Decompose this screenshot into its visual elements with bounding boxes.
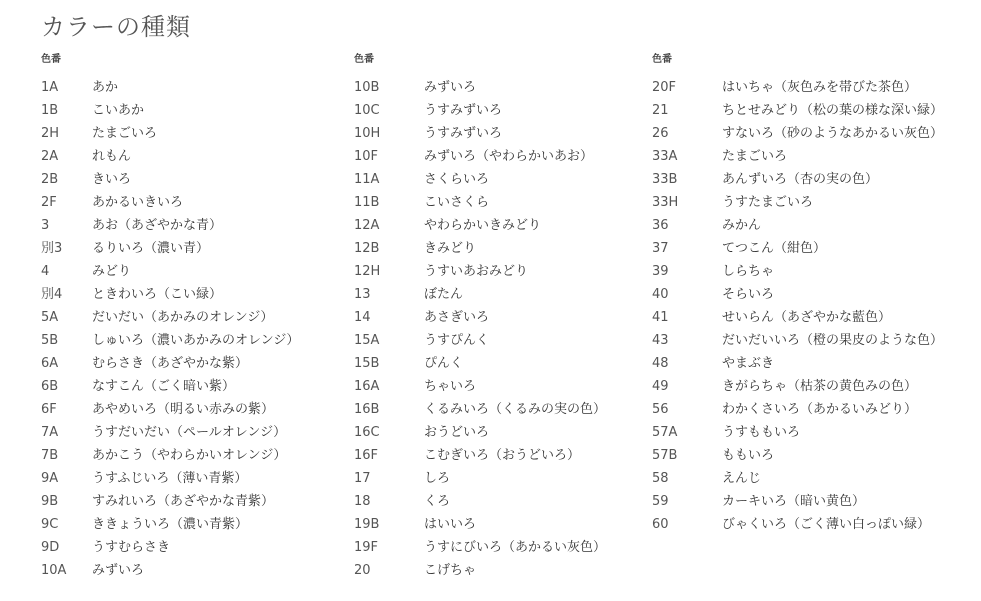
color-list <box>354 76 644 582</box>
color-row <box>652 283 972 306</box>
color-code: 48 <box>652 356 669 371</box>
color-code: 15B <box>354 356 380 371</box>
color-code: 10A <box>41 563 67 578</box>
color-code: 17 <box>354 471 371 486</box>
color-row <box>354 99 644 122</box>
color-name: うすみずいろ <box>424 103 503 118</box>
color-code: 2A <box>41 149 59 164</box>
color-column-1 <box>41 52 341 582</box>
color-code: 2H <box>41 126 60 141</box>
color-name: うすだいだい（ペールオレンジ） <box>92 425 287 440</box>
color-row <box>354 352 644 375</box>
color-code: 9D <box>41 540 60 555</box>
color-name: うすみずいろ <box>424 126 503 141</box>
color-row <box>652 145 972 168</box>
color-code: 4 <box>41 264 50 279</box>
color-row <box>41 490 341 513</box>
color-code: 9B <box>41 494 59 509</box>
color-row <box>354 444 644 467</box>
color-row <box>354 191 644 214</box>
color-name: たまごいろ <box>722 149 788 164</box>
color-row <box>354 513 644 536</box>
color-name: しろ <box>424 471 451 486</box>
color-row <box>41 467 341 490</box>
page-title: カラーの種類 <box>41 13 191 41</box>
color-name: うすももいろ <box>722 425 801 440</box>
color-code: 57B <box>652 448 678 463</box>
color-row <box>354 398 644 421</box>
color-name: うすたまごいろ <box>722 195 814 210</box>
color-code: 別3 <box>41 241 63 256</box>
color-row <box>652 375 972 398</box>
color-name: やまぶき <box>722 356 775 371</box>
color-row <box>652 421 972 444</box>
color-row <box>354 260 644 283</box>
color-name: うすふじいろ（薄い青紫） <box>92 471 248 486</box>
color-row <box>652 260 972 283</box>
color-code: 6A <box>41 356 59 371</box>
color-row <box>354 168 644 191</box>
color-name: こげちゃ <box>424 563 477 578</box>
color-row <box>41 513 341 536</box>
color-name: うすむらさき <box>92 540 171 555</box>
color-row <box>354 467 644 490</box>
color-name: だいだいいろ（橙の果皮のような色） <box>722 333 944 348</box>
color-name: そらいろ <box>722 287 775 302</box>
color-code: 1B <box>41 103 59 118</box>
color-code: 58 <box>652 471 669 486</box>
color-row <box>652 168 972 191</box>
color-row <box>652 329 972 352</box>
color-name: しらちゃ <box>722 264 775 279</box>
color-code: 16C <box>354 425 380 440</box>
color-row <box>41 398 341 421</box>
color-row <box>652 352 972 375</box>
color-name: わかくさいろ（あかるいみどり） <box>722 402 918 417</box>
color-name: あかるいきいろ <box>92 195 184 210</box>
color-name: むらさき（あざやかな紫） <box>92 356 249 371</box>
color-name: はいちゃ（灰色みを帯びた茶色） <box>722 80 918 95</box>
color-code: 43 <box>652 333 669 348</box>
color-row <box>354 283 644 306</box>
color-row <box>652 191 972 214</box>
color-column-3 <box>652 52 972 536</box>
color-name: なすこん（ごく暗い紫） <box>92 379 236 394</box>
color-name: きいろ <box>92 172 132 187</box>
color-code: 6B <box>41 379 59 394</box>
color-code: 9A <box>41 471 59 486</box>
color-name: しゅいろ（濃いあかみのオレンジ） <box>92 333 300 348</box>
color-code: 16A <box>354 379 380 394</box>
color-code: 16F <box>354 448 379 463</box>
color-code: 41 <box>652 310 669 325</box>
color-name: すないろ（砂のようなあかるい灰色） <box>722 126 944 141</box>
color-name: ききょういろ（濃い青紫） <box>92 517 249 532</box>
color-row <box>41 352 341 375</box>
color-code: 59 <box>652 494 669 509</box>
color-name: みずいろ（やわらかいあお） <box>424 149 594 164</box>
color-code: 6F <box>41 402 57 417</box>
color-code: 36 <box>652 218 669 233</box>
color-row <box>652 444 972 467</box>
color-row <box>354 559 644 582</box>
color-row <box>354 490 644 513</box>
color-name: えんじ <box>722 471 762 486</box>
color-code: 19B <box>354 517 380 532</box>
color-code: 10F <box>354 149 379 164</box>
color-row <box>41 536 341 559</box>
color-code: 12B <box>354 241 380 256</box>
color-name: ちとせみどり（松の葉の様な深い緑） <box>722 103 944 118</box>
color-name: きみどり <box>424 241 477 256</box>
color-name: ぼたん <box>424 287 464 302</box>
color-name: うすぴんく <box>424 333 490 348</box>
color-list <box>652 76 972 536</box>
color-code: 56 <box>652 402 669 417</box>
color-row <box>41 99 341 122</box>
color-list <box>41 76 341 582</box>
color-column-2 <box>354 52 644 582</box>
color-code: 2F <box>41 195 57 210</box>
color-row <box>41 444 341 467</box>
color-name: ぴんく <box>424 356 464 371</box>
color-name: おうどいろ <box>424 425 490 440</box>
color-code: 20 <box>354 563 371 578</box>
color-row <box>41 237 341 260</box>
color-name: あか <box>92 80 119 95</box>
color-name: やわらかいきみどり <box>424 218 542 233</box>
color-code: 12A <box>354 218 380 233</box>
color-row <box>652 214 972 237</box>
color-code: 37 <box>652 241 669 256</box>
color-name: ときわいろ（こい緑） <box>92 287 223 302</box>
color-name: るりいろ（濃い青） <box>92 241 210 256</box>
color-name: たまごいろ <box>92 126 158 141</box>
color-code: 7B <box>41 448 59 463</box>
color-row <box>41 306 341 329</box>
color-code: 33B <box>652 172 678 187</box>
color-row <box>354 76 644 99</box>
color-name: こむぎいろ（おうどいろ） <box>424 448 581 463</box>
color-name: くろ <box>424 494 451 509</box>
color-code: 49 <box>652 379 669 394</box>
color-code: 12H <box>354 264 381 279</box>
color-row <box>354 214 644 237</box>
color-code: 2B <box>41 172 59 187</box>
color-code: 39 <box>652 264 669 279</box>
color-row <box>41 214 341 237</box>
color-name: みどり <box>92 264 132 279</box>
color-name: びゃくいろ（ごく薄い白っぽい緑） <box>722 517 931 532</box>
color-row <box>354 306 644 329</box>
color-name: だいだい（あかみのオレンジ） <box>92 310 274 325</box>
color-row <box>41 559 341 582</box>
color-name: はいいろ <box>424 517 477 532</box>
color-name: さくらいろ <box>424 172 490 187</box>
color-row <box>41 375 341 398</box>
color-code: 16B <box>354 402 380 417</box>
color-name: うすいあおみどり <box>424 264 529 279</box>
color-name: くるみいろ（くるみの実の色） <box>424 402 607 417</box>
color-row <box>41 329 341 352</box>
color-code: 5A <box>41 310 59 325</box>
color-name: せいらん（あざやかな藍色） <box>722 310 892 325</box>
color-code: 33A <box>652 149 678 164</box>
color-code: 5B <box>41 333 59 348</box>
color-code: 別4 <box>41 287 63 302</box>
color-name: こいあか <box>92 103 145 118</box>
color-code: 60 <box>652 517 669 532</box>
color-row <box>41 76 341 99</box>
color-code: 11B <box>354 195 380 210</box>
color-name: てつこん（紺色） <box>722 241 827 256</box>
color-code: 1A <box>41 80 59 95</box>
color-row <box>354 375 644 398</box>
column-header: 色番 <box>652 54 672 65</box>
color-name: あかこう（やわらかいオレンジ） <box>92 448 287 463</box>
color-code: 21 <box>652 103 669 118</box>
color-row <box>41 168 341 191</box>
color-name: あやめいろ（明るい赤みの紫） <box>92 402 275 417</box>
color-code: 33H <box>652 195 679 210</box>
color-code: 10C <box>354 103 380 118</box>
color-name: きがらちゃ（枯茶の黄色みの色） <box>722 379 918 394</box>
color-code: 18 <box>354 494 371 509</box>
color-row <box>354 237 644 260</box>
color-name: ももいろ <box>722 448 775 463</box>
color-row <box>354 536 644 559</box>
color-name: みずいろ <box>92 563 145 578</box>
color-row <box>41 283 341 306</box>
color-code: 15A <box>354 333 380 348</box>
color-code: 13 <box>354 287 371 302</box>
color-code: 40 <box>652 287 669 302</box>
color-row <box>41 122 341 145</box>
color-name: れもん <box>92 149 132 164</box>
color-row <box>41 191 341 214</box>
color-code: 20F <box>652 80 677 95</box>
color-row <box>652 122 972 145</box>
color-name: あんずいろ（杏の実の色） <box>722 172 879 187</box>
color-name: こいさくら <box>424 195 490 210</box>
color-row <box>354 329 644 352</box>
color-code: 9C <box>41 517 59 532</box>
color-row <box>652 306 972 329</box>
color-name: すみれいろ（あざやかな青紫） <box>92 494 275 509</box>
color-row <box>41 145 341 168</box>
color-code: 10B <box>354 80 380 95</box>
color-code: 19F <box>354 540 379 555</box>
color-name: うすにびいろ（あかるい灰色） <box>424 540 607 555</box>
column-header: 色番 <box>354 54 374 65</box>
column-header: 色番 <box>41 54 61 65</box>
color-code: 7A <box>41 425 59 440</box>
color-row <box>652 398 972 421</box>
color-code: 11A <box>354 172 380 187</box>
color-row <box>652 99 972 122</box>
color-code: 3 <box>41 218 50 233</box>
color-code: 57A <box>652 425 678 440</box>
color-code: 14 <box>354 310 371 325</box>
color-code: 10H <box>354 126 381 141</box>
color-code: 26 <box>652 126 669 141</box>
color-name: あさぎいろ <box>424 310 490 325</box>
color-name: カーキいろ（暗い黄色） <box>722 494 866 509</box>
color-name: あお（あざやかな青） <box>92 218 223 233</box>
color-row <box>354 145 644 168</box>
color-name: ちゃいろ <box>424 379 477 394</box>
color-row <box>652 490 972 513</box>
color-row <box>652 513 972 536</box>
color-name: みずいろ <box>424 80 477 95</box>
color-row <box>652 76 972 99</box>
color-name: みかん <box>722 218 762 233</box>
color-row <box>41 421 341 444</box>
color-row <box>652 467 972 490</box>
color-row <box>652 237 972 260</box>
color-row <box>41 260 341 283</box>
color-row <box>354 122 644 145</box>
color-row <box>354 421 644 444</box>
